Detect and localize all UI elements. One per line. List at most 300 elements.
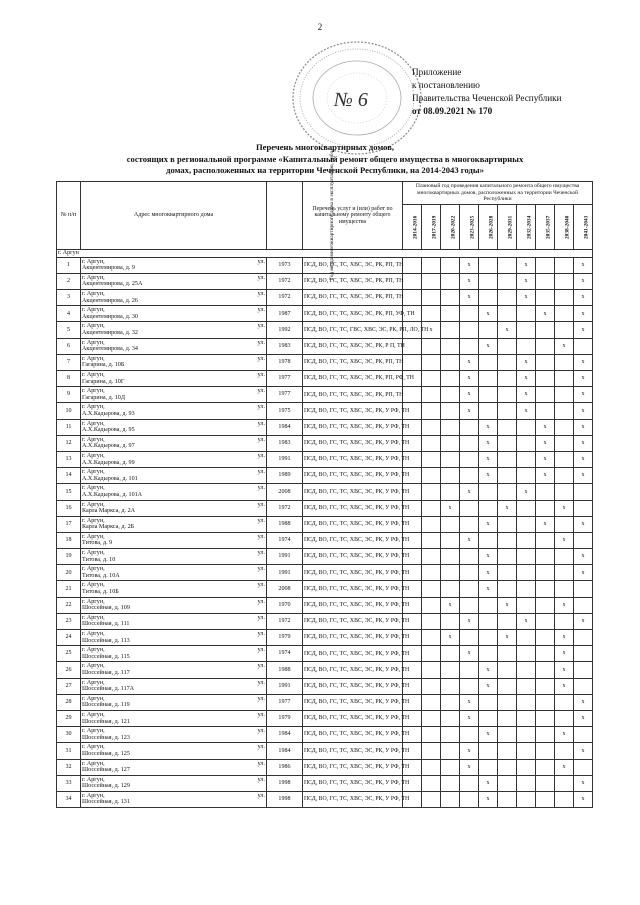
header-period-8: 2038-2040 [555, 205, 574, 250]
row-period-mark: x [479, 516, 498, 532]
row-period-mark [555, 322, 574, 338]
row-period-mark [536, 710, 555, 726]
row-period-mark [536, 322, 555, 338]
row-address [81, 435, 267, 451]
row-period-mark [555, 743, 574, 759]
row-period-mark: x [460, 371, 479, 387]
row-address-street-type: ул. [257, 582, 265, 589]
row-period-mark: x [460, 354, 479, 370]
row-period-mark [460, 306, 479, 322]
row-number: 31 [57, 743, 81, 759]
row-period-mark [460, 565, 479, 581]
table-row [57, 710, 593, 726]
row-period-mark [479, 484, 498, 500]
row-period-mark: x [460, 759, 479, 775]
row-period-mark [536, 273, 555, 289]
row-period-mark [422, 791, 441, 807]
row-address-city: г. Аргун, [82, 372, 105, 379]
row-address [81, 710, 267, 726]
row-period-mark: x [574, 565, 593, 581]
row-period-mark: x [517, 354, 536, 370]
table-row [57, 678, 593, 694]
row-period-mark: x [574, 710, 593, 726]
row-period-mark [498, 468, 517, 484]
row-year: 1977 [267, 694, 303, 710]
row-number: 9 [57, 387, 81, 403]
row-year: 1972 [267, 500, 303, 516]
row-period-mark [555, 306, 574, 322]
row-period-mark [517, 322, 536, 338]
row-period-mark: x [479, 306, 498, 322]
row-period-mark [517, 500, 536, 516]
header-period-6: 2032-2034 [517, 205, 536, 250]
row-period-mark [536, 549, 555, 565]
row-address-street: Акцентемирова, д. 26 [82, 297, 138, 304]
row-address-street: А.Х.Кадырова, д. 99 [82, 459, 135, 466]
row-period-mark [536, 371, 555, 387]
row-address [81, 371, 267, 387]
row-period-mark: x [479, 581, 498, 597]
row-period-mark [422, 306, 441, 322]
row-period-mark [536, 387, 555, 403]
row-period-mark [460, 435, 479, 451]
row-address-street-type: ул. [257, 695, 265, 702]
row-period-mark [441, 451, 460, 467]
row-period-mark [498, 646, 517, 662]
row-works: ПСД, ВО, ГС, ТС, ХВС, ЭС, РК, Р П, ТН [303, 338, 403, 354]
row-period-mark [460, 468, 479, 484]
row-address-city: г. Аргун, [82, 744, 105, 751]
row-period-mark [555, 371, 574, 387]
row-number: 6 [57, 338, 81, 354]
row-period-mark: x [460, 273, 479, 289]
row-address-street-type: ул. [257, 711, 265, 718]
row-period-mark: x [479, 419, 498, 435]
row-address [81, 338, 267, 354]
header-period-2: 2020-2022 [441, 205, 460, 250]
row-period-mark: x [479, 549, 498, 565]
row-year: 1970 [267, 597, 303, 613]
row-period-mark [536, 662, 555, 678]
table-row [57, 338, 593, 354]
row-works: ПСД, ВО, ГС, ТС, ХВС, ЭС, РК, У РФ, ТН [303, 646, 403, 662]
row-address-street-type: ул. [257, 517, 265, 524]
row-period-mark [403, 290, 422, 306]
row-number: 27 [57, 678, 81, 694]
row-period-mark: x [441, 630, 460, 646]
row-period-mark [422, 500, 441, 516]
row-address-street: А.Х.Кадырова, д. 93 [82, 410, 135, 417]
row-address-street: Шоссейная, д. 115 [82, 653, 130, 660]
row-period-mark: x [479, 451, 498, 467]
row-address-street: Шоссейная, д. 117 [82, 669, 130, 676]
row-address-street: Акцентемирова, д. 30 [82, 313, 138, 320]
row-address-street: Шоссейная, д. 111 [82, 621, 130, 628]
row-address-street-type: ул. [257, 663, 265, 670]
row-period-mark [498, 727, 517, 743]
row-address-street: Карла Маркса, д. 2Б [82, 524, 135, 531]
row-address [81, 581, 267, 597]
row-address [81, 403, 267, 419]
row-number: 19 [57, 549, 81, 565]
row-period-mark [498, 694, 517, 710]
row-period-mark: x [460, 387, 479, 403]
row-period-mark [441, 710, 460, 726]
row-address-street-type: ул. [257, 469, 265, 476]
row-period-mark [536, 500, 555, 516]
row-address [81, 387, 267, 403]
row-period-mark [422, 516, 441, 532]
row-period-mark [517, 419, 536, 435]
row-period-mark [422, 435, 441, 451]
row-period-mark: x [574, 419, 593, 435]
row-address [81, 646, 267, 662]
row-address-street: Титова, д. 9 [82, 540, 113, 547]
row-number: 33 [57, 775, 81, 791]
header-period-1: 2017-2019 [422, 205, 441, 250]
row-period-mark [498, 419, 517, 435]
title-line-3: домах, расположенных на территории Чеченской Республики, на 2014-2043 годы» [166, 165, 484, 175]
row-period-mark [536, 791, 555, 807]
row-period-mark: x [498, 500, 517, 516]
row-address [81, 419, 267, 435]
row-period-mark: x [555, 678, 574, 694]
title-line-2: состоящих в региональной программе «Капитальный ремонт общего имущества в многоквартирных [126, 153, 524, 164]
row-period-mark [479, 371, 498, 387]
table-row [57, 565, 593, 581]
row-period-mark [441, 516, 460, 532]
row-address-street: Шоссейная, д. 121 [82, 718, 130, 725]
row-period-mark [498, 662, 517, 678]
row-works: ПСД, ВО, ГС, ТС, ХВС, ЭС, РК, РП, ТН [303, 273, 403, 289]
row-address-street: А.Х.Кадырова, д. 95 [82, 427, 135, 434]
table-body [57, 250, 593, 808]
row-address-city: г. Аргун, [82, 582, 105, 589]
row-works: ПСД, ВО, ГС, ТС, ХВС, ЭС, РК, У РФ, ТН [303, 435, 403, 451]
row-year: 1974 [267, 532, 303, 548]
row-address-street-type: ул. [257, 258, 265, 265]
row-year: 1977 [267, 371, 303, 387]
row-period-mark [517, 532, 536, 548]
row-year: 1989 [267, 468, 303, 484]
row-year: 1972 [267, 273, 303, 289]
row-address [81, 678, 267, 694]
row-period-mark [574, 662, 593, 678]
row-year: 1987 [267, 306, 303, 322]
row-period-mark: x [574, 775, 593, 791]
row-period-mark [422, 338, 441, 354]
row-address-city: г. Аргун, [82, 598, 105, 605]
row-period-mark [422, 565, 441, 581]
row-period-mark [441, 775, 460, 791]
row-period-mark [422, 290, 441, 306]
row-period-mark [460, 322, 479, 338]
row-period-mark [479, 500, 498, 516]
row-period-mark [479, 710, 498, 726]
header-period-9: 2041-2043 [574, 205, 593, 250]
row-period-mark [498, 516, 517, 532]
row-period-mark [536, 484, 555, 500]
row-address-city: г. Аргун, [82, 728, 105, 735]
row-address-city: г. Аргун, [82, 388, 105, 395]
group-label: г. Аргун [57, 250, 593, 258]
row-period-mark [536, 532, 555, 548]
table-row [57, 500, 593, 516]
row-address-street-type: ул. [257, 760, 265, 767]
table-row [57, 791, 593, 807]
row-address-street: Гагарина, д. 10Г [82, 378, 125, 385]
row-address-city: г. Аргун, [82, 517, 105, 524]
row-period-mark: x [536, 451, 555, 467]
row-period-mark: x [441, 597, 460, 613]
row-address-city: г. Аргун, [82, 533, 105, 540]
row-year: 1998 [267, 791, 303, 807]
row-period-mark [441, 613, 460, 629]
row-address-street: Титова, д. 10А [82, 572, 120, 579]
row-address-city: г. Аргун, [82, 452, 105, 459]
row-period-mark [498, 581, 517, 597]
row-address-street-type: ул. [257, 388, 265, 395]
row-period-mark [498, 549, 517, 565]
row-period-mark [422, 549, 441, 565]
row-period-mark [517, 678, 536, 694]
row-period-mark [555, 549, 574, 565]
row-period-mark [555, 694, 574, 710]
row-year: 1991 [267, 451, 303, 467]
row-period-mark: x [555, 532, 574, 548]
row-number: 24 [57, 630, 81, 646]
table-row [57, 662, 593, 678]
row-number: 8 [57, 371, 81, 387]
row-number: 28 [57, 694, 81, 710]
row-period-mark [517, 435, 536, 451]
row-period-mark: x [574, 791, 593, 807]
row-period-mark: x [517, 484, 536, 500]
row-period-mark [422, 371, 441, 387]
row-period-mark: x [460, 694, 479, 710]
row-works: ПСД, ВО, ГС, ТС, ХВС, ЭС, РК, РП, РФ, ТН [303, 371, 403, 387]
table-row [57, 306, 593, 322]
row-period-mark [574, 500, 593, 516]
row-period-mark [441, 743, 460, 759]
row-period-mark [536, 678, 555, 694]
row-period-mark [422, 451, 441, 467]
table-row [57, 257, 593, 273]
row-period-mark: x [574, 257, 593, 273]
row-address-street-type: ул. [257, 404, 265, 411]
row-period-mark [422, 532, 441, 548]
row-address-street-type: ул. [257, 307, 265, 314]
table-row [57, 646, 593, 662]
row-address-street: Титова, д. 10 [82, 556, 116, 563]
table-row [57, 435, 593, 451]
row-address-street: Акцентемирова, д. 9 [82, 265, 135, 272]
row-address-street: Шоссейная, д. 125 [82, 750, 130, 757]
row-address-city: г. Аргун, [82, 436, 105, 443]
row-address-street: А.Х.Кадырова, д. 101 [82, 475, 138, 482]
row-address [81, 630, 267, 646]
row-address [81, 484, 267, 500]
row-works: ПСД, ВО, ГС, ТС, ХВС, ЭС, РК, У РФ, ТН [303, 500, 403, 516]
row-period-mark: x [574, 354, 593, 370]
table-row [57, 451, 593, 467]
row-period-mark [441, 662, 460, 678]
row-period-mark [479, 646, 498, 662]
row-number: 17 [57, 516, 81, 532]
row-period-mark [403, 387, 422, 403]
table-row [57, 290, 593, 306]
row-address-street: Акцентемирова, д. 34 [82, 346, 138, 353]
row-period-mark [460, 597, 479, 613]
row-address-street-type: ул. [257, 614, 265, 621]
row-period-mark: x [517, 613, 536, 629]
row-year: 1991 [267, 678, 303, 694]
row-address-street-type: ул. [257, 485, 265, 492]
row-period-mark [441, 678, 460, 694]
row-period-mark [498, 338, 517, 354]
row-period-mark [422, 727, 441, 743]
row-period-mark [536, 338, 555, 354]
row-period-mark [498, 290, 517, 306]
row-period-mark: x [498, 597, 517, 613]
row-address-street: Шоссейная, д. 113 [82, 637, 130, 644]
row-period-mark: x [517, 387, 536, 403]
row-period-mark: x [555, 500, 574, 516]
row-period-mark [517, 791, 536, 807]
row-period-mark [555, 419, 574, 435]
row-period-mark [479, 759, 498, 775]
row-period-mark [422, 581, 441, 597]
row-address-street-type: ул. [257, 776, 265, 783]
row-period-mark [555, 775, 574, 791]
row-number: 2 [57, 273, 81, 289]
row-address-city: г. Аргун, [82, 647, 105, 654]
row-number: 14 [57, 468, 81, 484]
row-works: ПСД, ВО, ГС, ТС, ХВС, ЭС, РК, У РФ, ТН [303, 743, 403, 759]
row-period-mark: x [574, 273, 593, 289]
table-row [57, 322, 593, 338]
row-year: 1974 [267, 646, 303, 662]
row-works: ПСД, ВО, ГС, ТС, ХВС, ЭС, РК, РП, ТН [303, 354, 403, 370]
table-row [57, 727, 593, 743]
row-period-mark [574, 597, 593, 613]
row-period-mark: x [555, 338, 574, 354]
appendix-line-1: Приложение [412, 67, 462, 77]
row-period-mark [460, 338, 479, 354]
row-address [81, 468, 267, 484]
row-period-mark: x [574, 451, 593, 467]
row-number: 13 [57, 451, 81, 467]
row-period-mark [460, 727, 479, 743]
table-row [57, 613, 593, 629]
row-period-mark [555, 791, 574, 807]
row-number: 29 [57, 710, 81, 726]
row-year: 1998 [267, 775, 303, 791]
row-address-street-type: ул. [257, 631, 265, 638]
row-address-street: Шоссейная, д. 119 [82, 702, 130, 709]
row-works: ПСД, ВО, ГС, ТС, ХВС, ЭС, РК, У РФ, ТН [303, 484, 403, 500]
row-year: 1983 [267, 338, 303, 354]
row-period-mark [517, 630, 536, 646]
table-row [57, 387, 593, 403]
row-works: ПСД, ВО, ГС, ТС, ХВС, ЭС, РК, У РФ, ТН [303, 549, 403, 565]
row-number: 34 [57, 791, 81, 807]
row-address-street-type: ул. [257, 533, 265, 540]
row-address-street: Шоссейная, д. 127 [82, 767, 130, 774]
row-period-mark [555, 290, 574, 306]
row-works: ПСД, ВО, ГС, ТС, ХВС, ЭС, РК, РП, ТН [303, 290, 403, 306]
row-period-mark [460, 662, 479, 678]
header-period-7: 2035-2037 [536, 205, 555, 250]
document-title [60, 142, 590, 177]
row-number: 15 [57, 484, 81, 500]
row-address-street: Гагарина, д. 10Д [82, 394, 125, 401]
row-period-mark [460, 775, 479, 791]
table-row [57, 532, 593, 548]
row-period-mark [555, 613, 574, 629]
row-period-mark [422, 646, 441, 662]
row-period-mark [441, 791, 460, 807]
row-works: ПСД, ВО, ГС, ТС, ГВС, ХВС, ЭС, РК, РП, ЛО, ТН [303, 322, 403, 338]
row-address [81, 354, 267, 370]
row-period-mark: x [460, 290, 479, 306]
row-period-mark: x [479, 775, 498, 791]
row-address-street-type: ул. [257, 291, 265, 298]
page-number: 2 [317, 22, 323, 32]
row-period-mark [498, 710, 517, 726]
header-period-4: 2026-2028 [479, 205, 498, 250]
row-period-mark: x [536, 516, 555, 532]
row-period-mark [422, 630, 441, 646]
row-period-mark [479, 322, 498, 338]
row-address-street-type: ул. [257, 436, 265, 443]
row-period-mark [555, 403, 574, 419]
row-period-mark [479, 354, 498, 370]
row-number: 26 [57, 662, 81, 678]
row-period-mark [574, 338, 593, 354]
row-year: 2008 [267, 581, 303, 597]
row-period-mark [422, 419, 441, 435]
row-address-city: г. Аргун, [82, 792, 105, 799]
row-address-street-type: ул. [257, 647, 265, 654]
table-row [57, 371, 593, 387]
row-year: 2008 [267, 484, 303, 500]
row-period-mark [517, 549, 536, 565]
row-period-mark [517, 694, 536, 710]
row-address-city: г. Аргун, [82, 776, 105, 783]
row-works: ПСД, ВО, ГС, ТС, ХВС, ЭС, РК, У РФ, ТН [303, 694, 403, 710]
row-year: 1973 [267, 257, 303, 273]
row-period-mark [422, 613, 441, 629]
row-period-mark [441, 581, 460, 597]
row-period-mark [441, 306, 460, 322]
row-period-mark: x [498, 322, 517, 338]
row-address-city: г. Аргун, [82, 307, 105, 314]
row-period-mark [517, 597, 536, 613]
row-period-mark [479, 403, 498, 419]
row-period-mark [422, 257, 441, 273]
table-row [57, 516, 593, 532]
row-year: 1984 [267, 419, 303, 435]
row-period-mark [441, 257, 460, 273]
row-address-street: Карла Маркса, д. 2А [82, 508, 136, 515]
row-address-city: г. Аргун, [82, 420, 105, 427]
table-row [57, 419, 593, 435]
row-address-street: Шоссейная, д. 109 [82, 605, 130, 612]
row-period-mark [498, 403, 517, 419]
row-period-mark [498, 532, 517, 548]
row-period-mark [498, 451, 517, 467]
